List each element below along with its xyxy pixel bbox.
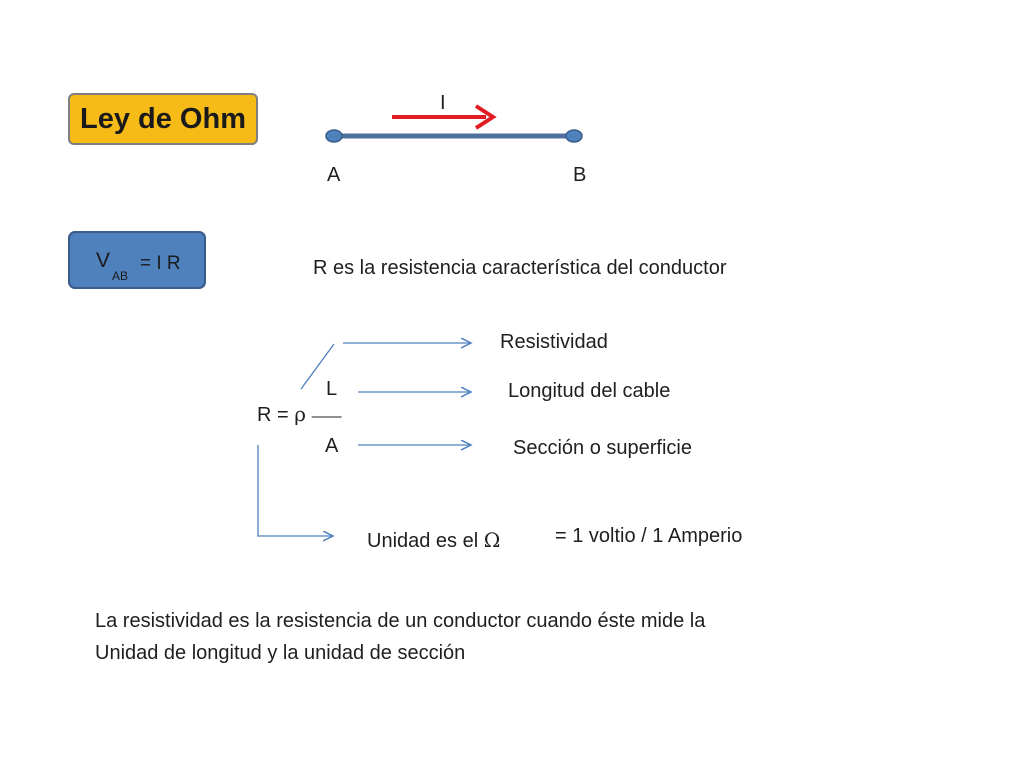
footer-line-1: La resistividad es la resistencia de un conductor cuando éste mide la — [95, 610, 706, 632]
formula-rest: = I R — [140, 253, 181, 274]
unit-equation: = 1 voltio / 1 Amperio — [555, 525, 743, 547]
footer-line-2: Unidad de longitud y la unidad de sección — [95, 642, 466, 664]
resistance-lhs: R = — [257, 404, 295, 426]
formula-voltage: V — [96, 249, 111, 272]
omega-symbol: Ω — [483, 528, 501, 552]
resistance-formula — [257, 402, 340, 427]
node-a-label: A — [327, 164, 341, 186]
label-resistividad: Resistividad — [500, 331, 608, 353]
label-longitud: Longitud del cable — [508, 380, 671, 402]
label-seccion: Sección o superficie — [513, 437, 692, 459]
ohm-formula-box — [68, 231, 206, 289]
unit-label — [367, 528, 500, 553]
rho-symbol: ρ — [294, 402, 307, 426]
page-title: Ley de Ohm — [68, 93, 258, 145]
terminal-b — [566, 130, 582, 142]
denominator-a: A — [325, 435, 339, 457]
terminal-a — [326, 130, 342, 142]
resistance-description: R es la resistencia característica del conductor — [313, 257, 727, 279]
arrow-unidad — [258, 445, 333, 536]
current-label: I — [440, 92, 446, 114]
formula-subscript: AB — [112, 269, 129, 283]
fraction-bar: —— — [311, 408, 340, 425]
unit-text: Unidad es el — [367, 530, 484, 552]
numerator-l: L — [326, 378, 338, 400]
node-b-label: B — [573, 164, 587, 186]
